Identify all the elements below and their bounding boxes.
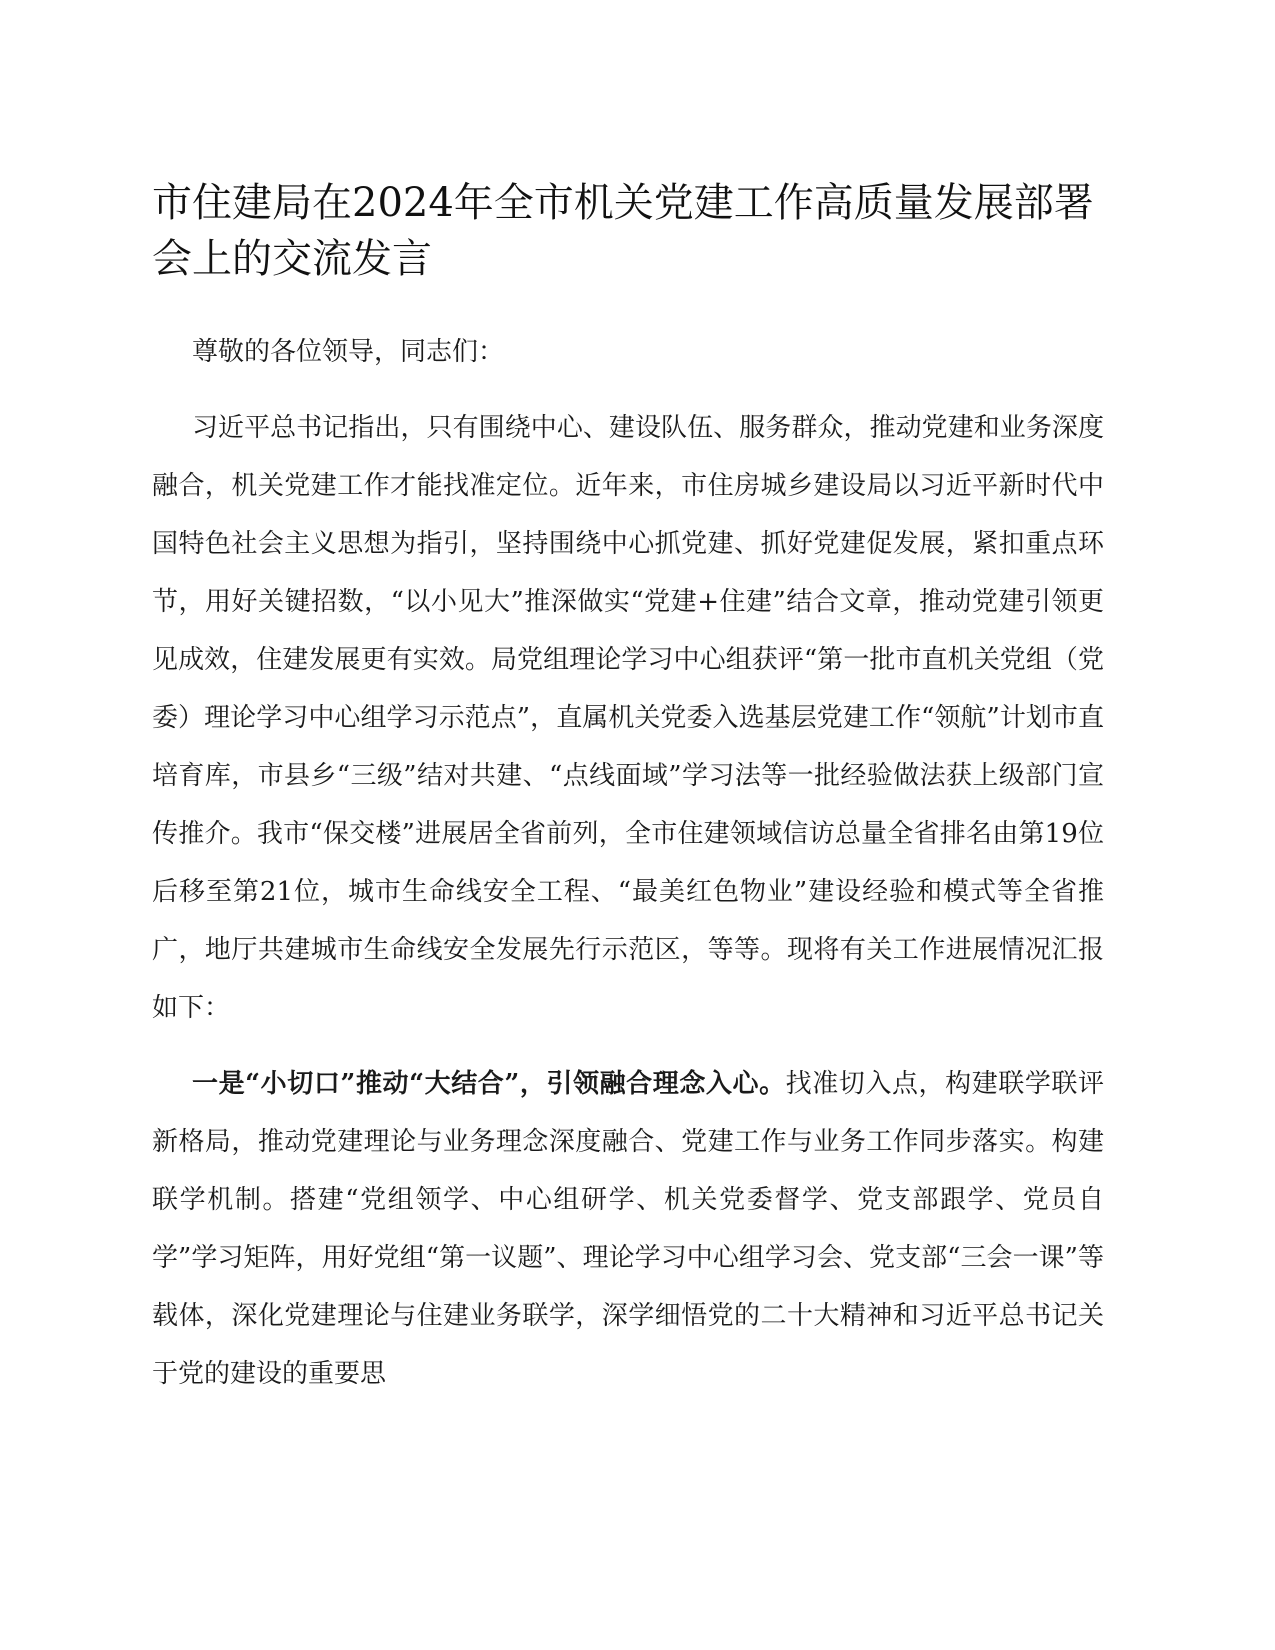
document-page [152, 175, 1104, 1403]
paragraph-intro: 习近平总书记指出，只有围绕中心、建设队伍、服务群众，推动党建和业务深度融合，机关党建工作才能找准定位。近年来，市住房城乡建设局以习近平新时代中国特色社会主义思想为指引，坚持围绕中心抓党建、抓好党建促发展，紧扣重点环节，用好关键招数，“以小见大”推深做实“党建+住建”结合文章，推动党建引领更见成效，住建发展更有实效。局党组理论学习中心组获评“第一批市直机关党组（党委）理论学习中心组学习示范点”，直属机关党委入选基层党建工作“领航”计划市直培育库，市县乡“三级”结对共建、“点线面域”学习法等一批经验做法获上级部门宣传推介。我市“保交楼”进展居全省前列，全市住建领域信访总量全省排名由第19位后移至第21位，城市生命线安全工程、“最美红色物业”建设经验和模式等全省推广，地厅共建城市生命线安全发展先行示范区，等等。现将有关工作进展情况汇报如下： [152, 413, 1104, 1023]
paragraph-first-point [152, 1055, 1104, 1403]
salutation: 尊敬的各位领导，同志们： [192, 337, 505, 367]
document-title: 市住建局在2024年全市机关党建工作高质量发展部署会上的交流发言 [152, 180, 1094, 282]
paragraph-lead-heading: 一是“小切口”推动“大结合”，引领融合理念入心。 [192, 1069, 786, 1099]
paragraph-body: 找准切入点，构建联学联评新格局，推动党建理论与业务理念深度融合、党建工作与业务工作同步落实。构建联学机制。搭建“党组领学、中心组研学、机关党委督学、党支部跟学、党员自学”学习矩阵，用好党组“第一议题”、理论学习中心组学习会、党支部“三会一课”等载体，深化党建理论与住建业务联学，深学细悟党的二十大精神和习近平总书记关于党的建设的重要思 [152, 1069, 1104, 1389]
